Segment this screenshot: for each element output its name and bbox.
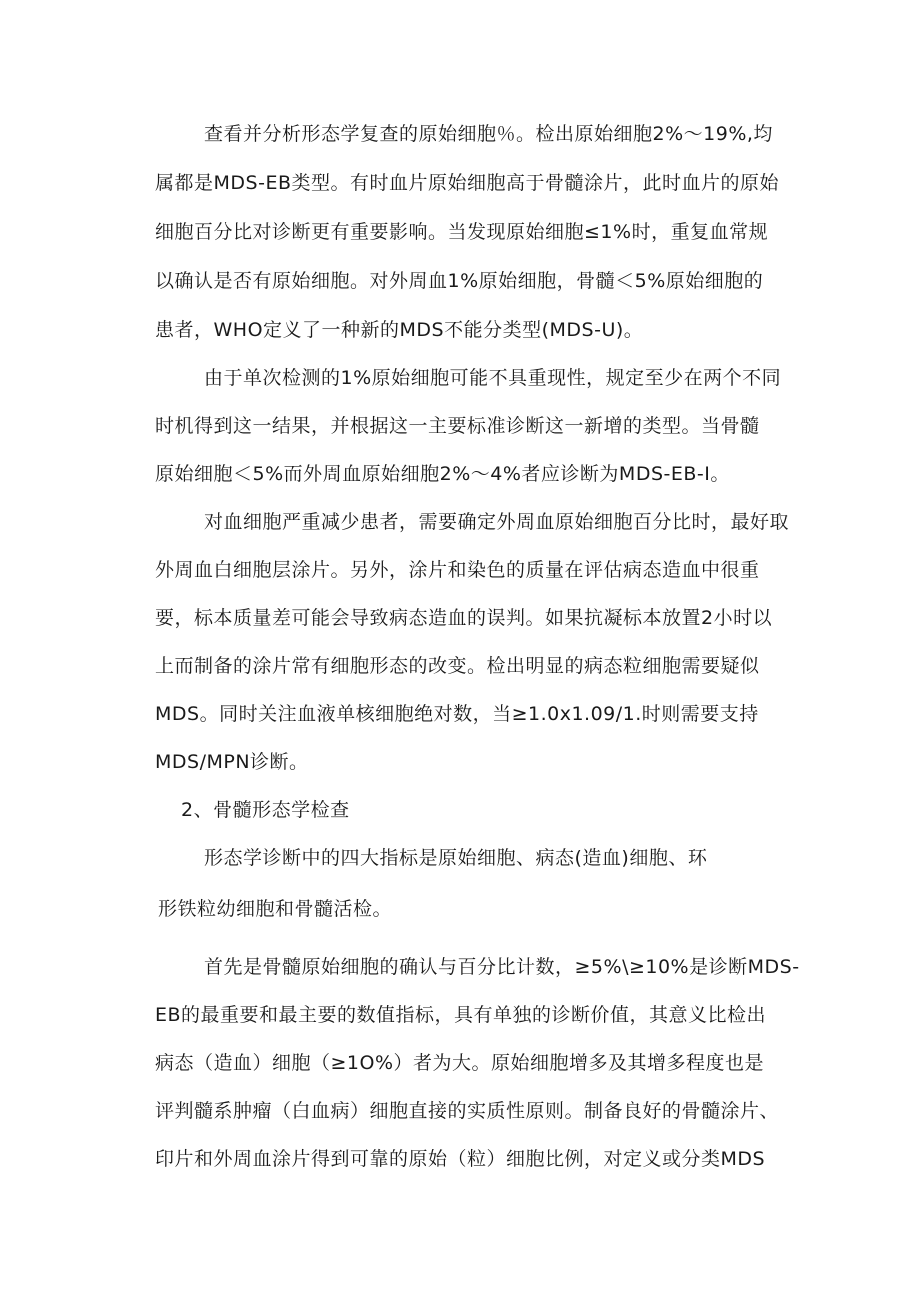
text-line: 属都是MDS-EB类型。有时血片原始细胞高于骨髓涂片，此时血片的原始 xyxy=(155,172,779,194)
text-line: 由于单次检测的1%原始细胞可能不具重现性，规定至少在两个不同 xyxy=(204,367,782,389)
text-line: 印片和外周血涂片得到可靠的原始（粒）细胞比例，对定义或分类MDS xyxy=(155,1148,766,1170)
text-line: MDS。同时关注血液单核细胞绝对数，当≥1.0x1.09/1.时则需要支持 xyxy=(155,703,759,725)
text-line: 上而制备的涂片常有细胞形态的改变。检出明显的病态粒细胞需要疑似 xyxy=(155,655,760,677)
text-line: EB的最重要和最主要的数值指标，具有单独的诊断价值，其意义比检出 xyxy=(155,1004,767,1026)
text-line: 查看并分析形态学复查的原始细胞％。检出原始细胞2%～19%,均 xyxy=(204,123,773,145)
text-line: 对血细胞严重减少患者，需要确定外周血原始细胞百分比时，最好取 xyxy=(204,511,790,533)
text-line: 患者，WHO定义了一种新的MDS不能分类型(MDS-U)。 xyxy=(155,319,644,341)
section-heading: 2、骨髓形态学检查 xyxy=(181,799,350,821)
text-line: 时机得到这一结果，并根据这一主要标准诊断这一新增的类型。当骨髓 xyxy=(155,415,760,437)
text-line: 原始细胞＜5%而外周血原始细胞2%～4%者应诊断为MDS-EB-I。 xyxy=(155,463,730,485)
text-line: 首先是骨髓原始细胞的确认与百分比计数，≥5%\≥10%是诊断MDS- xyxy=(204,956,800,978)
text-line: 评判髓系肿瘤（白血病）细胞直接的实质性原则。制备良好的骨髓涂片、 xyxy=(155,1100,780,1122)
text-line: 形铁粒幼细胞和骨髓活检。 xyxy=(158,898,393,920)
text-line: 外周血白细胞层涂片。另外，涂片和染色的质量在评估病态造血中很重 xyxy=(155,559,760,581)
text-line: 形态学诊断中的四大指标是原始细胞、病态(造血)细胞、环 xyxy=(204,847,708,869)
text-line: 病态（造血）细胞（≥1O%）者为大。原始细胞增多及其增多程度也是 xyxy=(155,1052,765,1074)
text-line: 以确认是否有原始细胞。对外周血1%原始细胞，骨髓＜5%原始细胞的 xyxy=(155,270,764,292)
text-line: 细胞百分比对诊断更有重要影响。当发现原始细胞≤1%时，重复血常规 xyxy=(155,221,769,243)
text-line: MDS/MPN诊断。 xyxy=(155,751,309,773)
text-line: 要，标本质量差可能会导致病态造血的误判。如果抗凝标本放置2小时以 xyxy=(155,607,773,629)
